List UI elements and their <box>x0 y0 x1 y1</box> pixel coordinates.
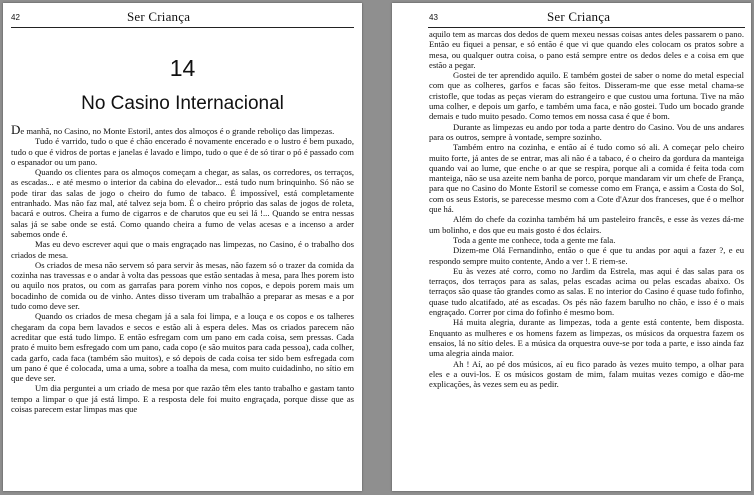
left-page <box>3 3 362 491</box>
paragraph-text: Mas eu devo escrever aqui que o mais engraçado nas limpezas, no Casino, é o trabalho dos criados de mesa. <box>11 239 354 260</box>
right-body-text <box>429 29 744 389</box>
running-title: Ser Criança <box>547 9 611 24</box>
paragraph-text: Toda a gente me conhece, toda a gente me fala. <box>453 234 616 245</box>
paragraph <box>11 239 354 260</box>
paragraph-text: Ah ! Aí, ao pé dos músicos, aí eu fico parado às vezes muito tempo, a olhar para eles e a ouvi-los. E os músicos gostam de mim, falam muitas vezes comigo e dão-me explicações, às vezes sem eu as pedir. <box>429 358 744 390</box>
right-page <box>392 3 751 491</box>
paragraph-text: Gostei de ter aprendido aquilo. E também gostei de saber o nome do metal especial com que as colheres, garfos e facas são feitos. Disseram-me que esse metal chama-se cristofle, que todas as peças vieram do estrangeiro e que custou uma fortuna. Tive na mão uma colher, e depois um garfo, e também uma faca, e não gostei. Tudo um bocado grande demais e tudo muito pesado. Como temos em nossa casa é que é bom. <box>429 70 744 122</box>
paragraph <box>429 122 744 143</box>
paragraph-text: Os criados de mesa não servem só para servir às mesas, não fazem só o trazer da comida da cozinha nas travessas e o andar à volta das pessoas que estão sentadas à mesa, para lhes porem isto ou aquilo nos pratos, ou com as garrafas para porem vinho nos copos, e depois porem mais um bocadinho de comida ou de vinho. Antes disso tiveram um trabalhão a preparar as mesas e a por tudo como deve ser. <box>11 259 354 312</box>
paragraph-text: Quando os clientes para os almoços começam a chegar, as salas, os corredores, os terraços, as escadas... e até mesmo o interior da cabina do elevador... está tudo num brinquinho. Só não se pode tirar das salas de jogo o cheiro do fumo de tabaco. É impossível, está completamente entranhado. Mas não faz mal, até talvez seja bom. É o cheiro próprio das salas de jogos de roleta, bacará e outros. Cheira a fumo de cigarros e de charutos que eu sei lá !... Quando se entra nessas salas já se sabe onde se está. Como quando cheira a fumo de velas acesas e a incenso a arder sabemos onde é. <box>11 167 354 239</box>
paragraph <box>11 311 354 383</box>
paragraph <box>429 29 744 70</box>
left-body-text <box>11 122 354 415</box>
page-header <box>392 7 751 27</box>
paragraph-text: Dizem-me Olá Fernandinho, então o que é que tu andas por aqui a fazer ?, e eu respondo sempre muito contente, Ando a ver !. E riem-se. <box>429 245 744 266</box>
paragraph-text: Quando os criados de mesa chegam já a sala foi limpa, e a louça e os copos e os talheres chegaram da copa bem lavados e secos e estão ali à espera deles. Mas os criados parecem não acreditar que está tudo limpo. E então esfregam com um pano em cada coisa, sem pressas. Cada prato é muito bem esfregado com um pano, cada copo (e são muitos para cada pessoa), cada colher, cada garfo, cada faca (também são muitos), e só depois de cada coisa ter sido bem esfregada com um pano é que é colocada, uma a uma, sobre a toalha da mesa, com muito cuidadinho, no sítio em que deve ser. <box>11 311 354 384</box>
chapter-number: 14 <box>169 55 196 81</box>
page-number: 43 <box>429 13 438 22</box>
paragraph <box>11 383 354 414</box>
paragraph-text: Há muita alegria, durante as limpezas, toda a gente está contente, bem disposta. Enquanto as mulheres e os homens fazem as limpezas, os músicos da orquestra fazem os ensaios, lá no sítio deles. E a música da orquestra ouve-se por toda a parte, e isso ainda faz uma alegria ainda maior. <box>429 317 744 359</box>
paragraph-text: Eu às vezes até corro, como no Jardim da Estrela, mas aqui é das salas para os terraços, dos terraços para as salas, pelas escadas acima ou pelas escadas abaixo. Os terraços são quase tão grandes como as salas. E no interior do Casino é quase tudo fofinho, quase tudo alcatifado, até as escadas. Os pés não fazem barulho no chão, e isso é o mais engraçado. Correr por cima do fofinho é mesmo bom. <box>429 265 744 318</box>
paragraph <box>429 142 744 214</box>
paragraph <box>429 245 744 266</box>
chapter-title: No Casino Internacional <box>81 93 284 114</box>
paragraph <box>11 136 354 167</box>
paragraph-text: Um dia perguntei a um criado de mesa por que razão têm eles tanto trabalho e gastam tanto tempo a limpar o que já está limpo. E a resposta dele foi muito engraçada, porque disse que as coisas parecem estar limpas mas que <box>11 383 354 415</box>
paragraph <box>429 70 744 121</box>
header-rule <box>11 27 354 28</box>
paragraph-text: Tudo é varrido, tudo o que é chão encerado é novamente encerado e o lustro é bem puxado, tudo o que é vidros de portas e janelas é lavado e limpo, tudo o que é de só tirar o pó é passado com o espanador ou um pano. <box>11 136 354 167</box>
paragraph <box>429 235 744 245</box>
paragraph <box>429 359 744 390</box>
header-rule <box>428 27 745 28</box>
page-header <box>3 7 362 27</box>
page-number: 42 <box>11 13 20 22</box>
paragraph <box>429 266 744 317</box>
paragraph-text: Também entro na cozinha, e então aí é tudo como só ali. A começar pelo cheiro muito forte, já antes de se entrar, mas ali não é a tabaco, é o cheiro da gordura da manteiga quando vai ao lume, que enche o ar que se respira, porque ali a comida é feita toda com manteiga, não se usa azeite nem banha de porco, porque mandaram vir um chefe de França, para que no Casino do Monte Estoril se comesse como em França, e assim a Costa do Sol, com os seus Estoris, se parecesse mesmo com a Cote d'Azur dos franceses, que é o melhor que há. <box>429 142 744 215</box>
paragraph <box>11 122 354 137</box>
paragraph <box>429 214 744 235</box>
paragraph <box>11 260 354 311</box>
paragraph-text: aquilo tem as marcas dos dedos de quem mexeu nessas coisas antes deles passarem o pano. Então eu fiquei a pensar, e só então é que vi que quando eles colocam os pratos sobre a mesa, ou qualquer outra coisa, o pano está sempre entre os dedos deles e a coisa em que estão a pegar. <box>429 29 744 70</box>
running-title: Ser Criança <box>127 9 191 24</box>
paragraph-text: Além do chefe da cozinha também há um pasteleiro francês, e esse às vezes dá-me um bolinho, e dos que eu mais gosto é dos éclairs. <box>429 214 744 235</box>
paragraph-text: Durante as limpezas eu ando por toda a parte dentro do Casino. Vou de uns andares para os outros, sempre à vontade, sempre sozinho. <box>429 121 744 142</box>
paragraph <box>429 317 744 358</box>
paragraph-text: e manhã, no Casino, no Monte Estoril, antes dos almoços é o grande reboliço das limpezas. <box>20 126 335 136</box>
initial-letter: D <box>11 122 21 137</box>
paragraph <box>11 167 354 239</box>
